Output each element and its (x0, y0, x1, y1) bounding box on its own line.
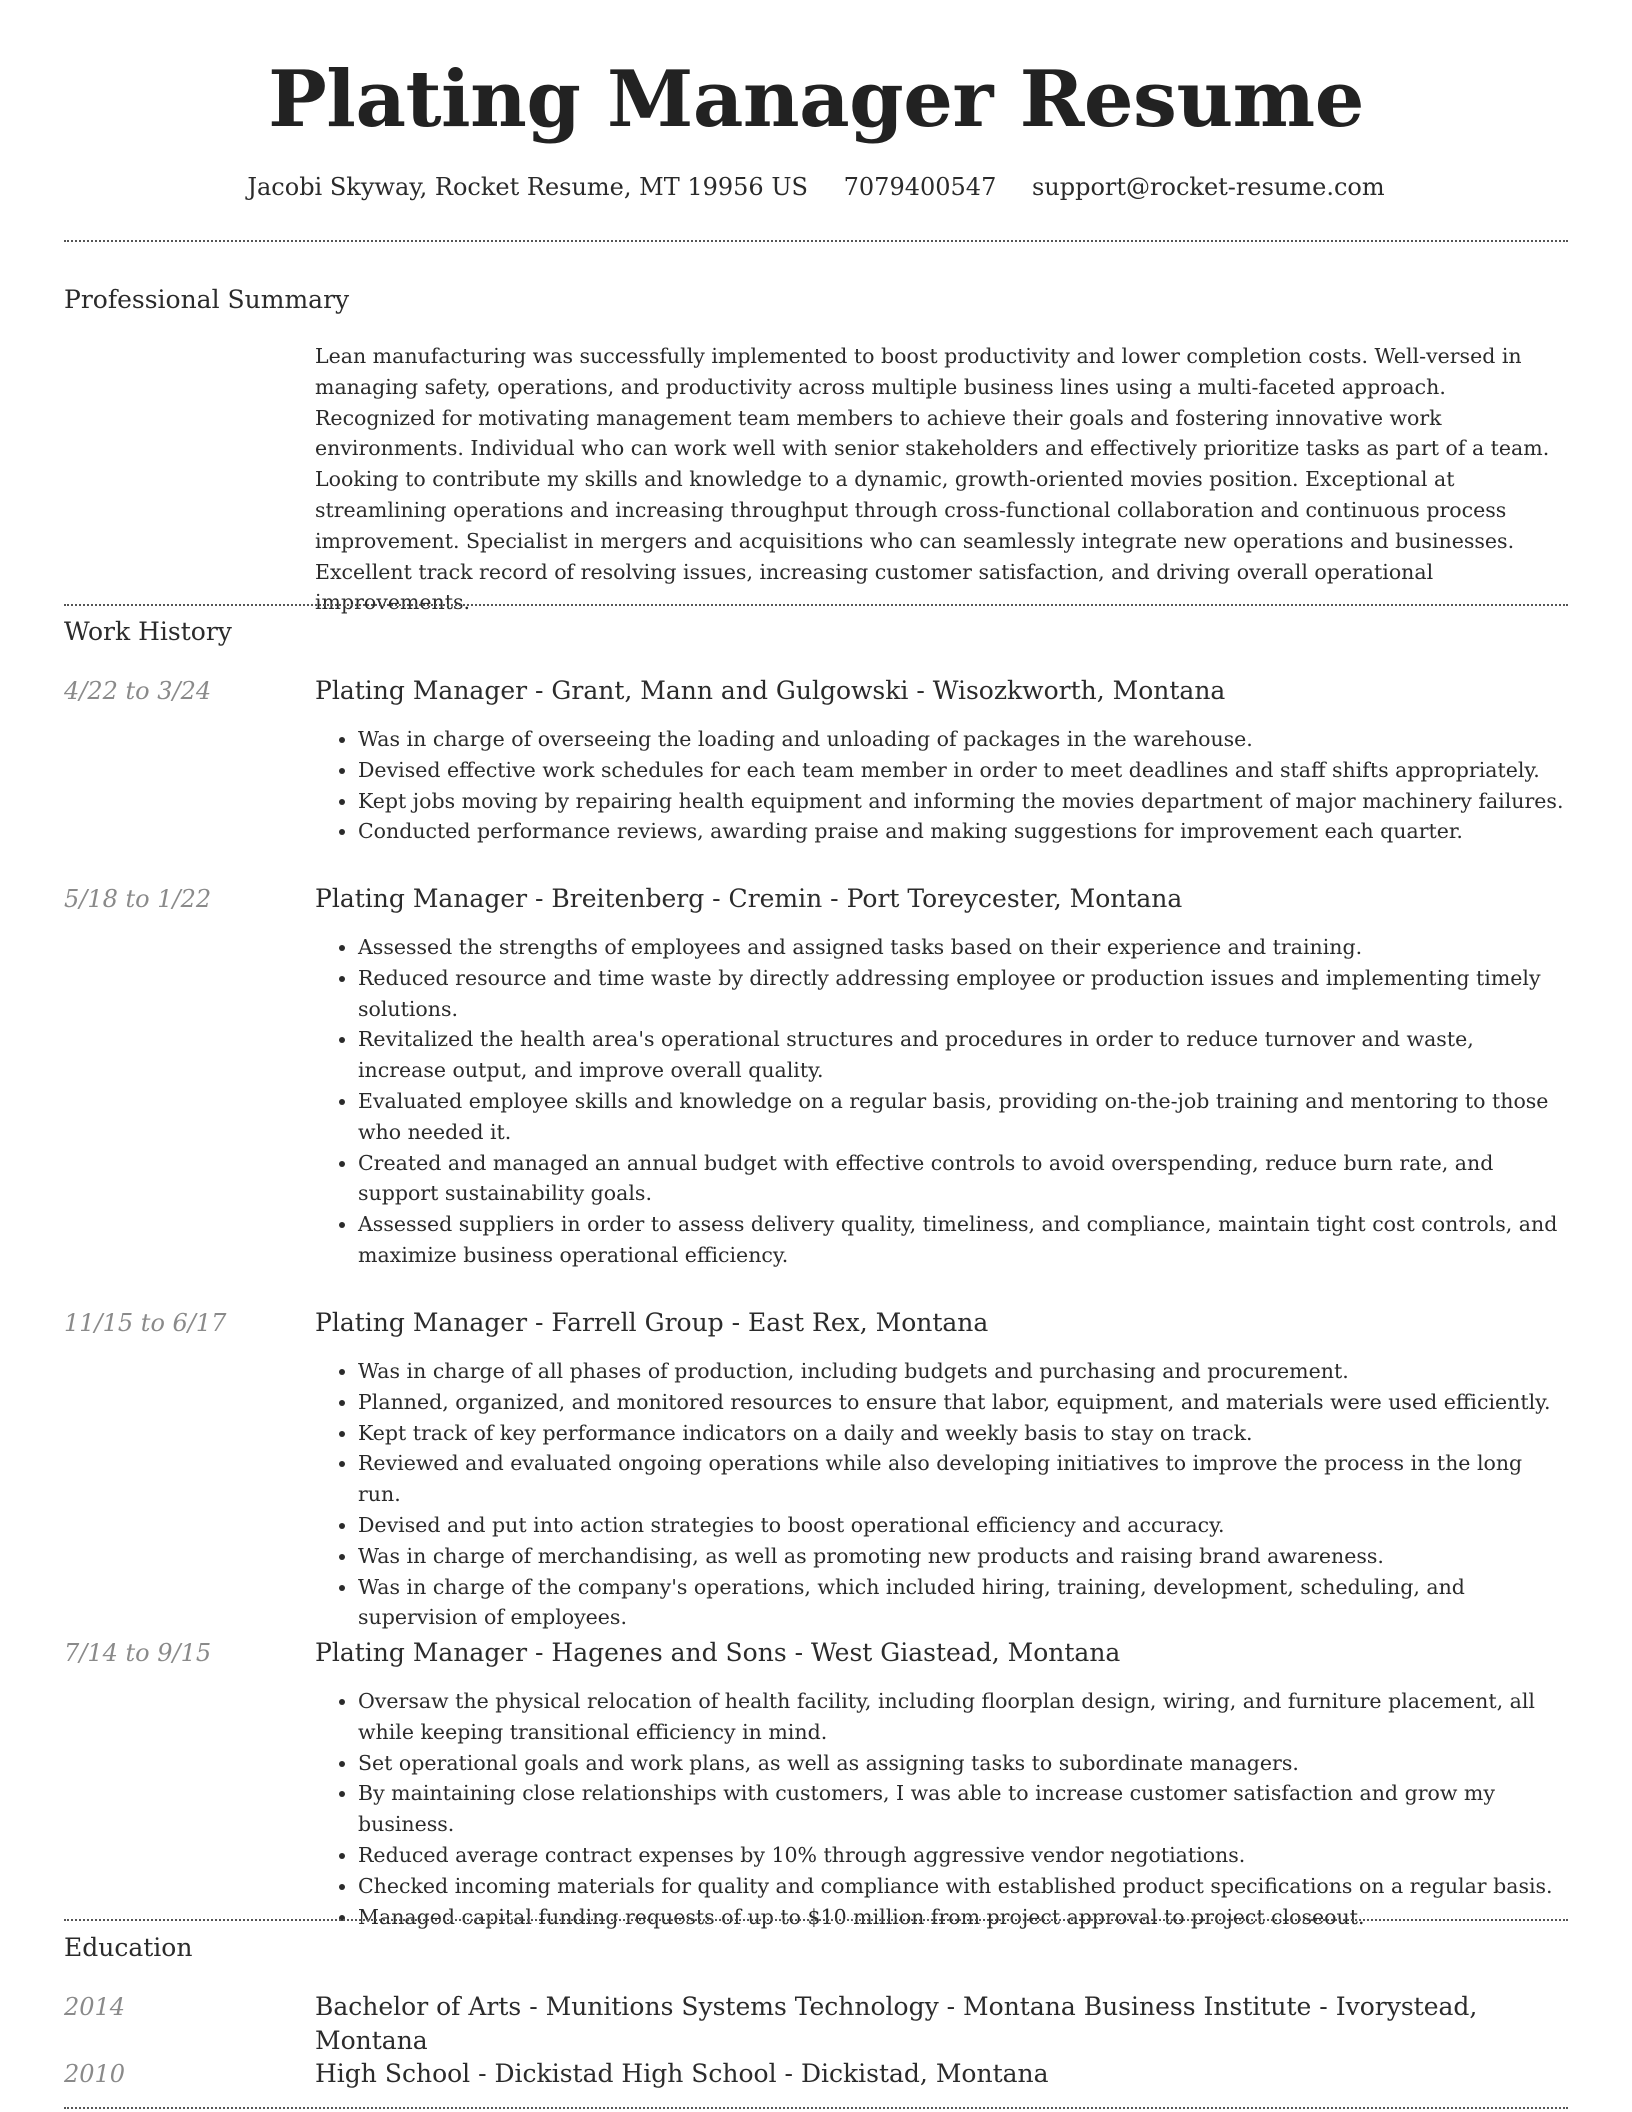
list-item: • By maintaining close relationships with customers, I was able to increase customer satisfaction and grow my business. (358, 1778, 1568, 1840)
list-item: • Kept track of key performance indicators on a daily and weekly basis to stay on track. (358, 1418, 1568, 1449)
education-date: 2014 (64, 1993, 126, 2021)
list-item: • Planned, organized, and monitored resources to ensure that labor, equipment, and materials were used efficiently. (358, 1387, 1568, 1418)
job-title: Plating Manager - Breitenberg - Cremin - Port Toreycester, Montana (315, 884, 1183, 913)
list-item: • Was in charge of merchandising, as well as promoting new products and raising brand awareness. (358, 1541, 1568, 1572)
list-item: • Devised and put into action strategies to boost operational efficiency and accuracy. (358, 1510, 1568, 1541)
contact-address: Jacobi Skyway, Rocket Resume, MT 19956 US (247, 173, 808, 201)
education-date: 2010 (64, 2060, 126, 2088)
list-item: • Reduced resource and time waste by directly addressing employee or production issues and implementing timely solutions. (358, 963, 1568, 1025)
job-title: Plating Manager - Farrell Group - East Rex, Montana (315, 1308, 989, 1337)
list-item: • Reviewed and evaluated ongoing operations while also developing initiatives to improve the process in the long run. (358, 1448, 1568, 1510)
list-item: • Oversaw the physical relocation of health facility, including floorplan design, wiring, and furniture placement, all while keeping transitional efficiency in mind. (358, 1686, 1568, 1748)
list-item: • Kept jobs moving by repairing health equipment and informing the movies department of major machinery failures. (358, 786, 1568, 817)
list-item: • Was in charge of overseeing the loading and unloading of packages in the warehouse. (358, 724, 1568, 755)
divider (64, 2107, 1568, 2109)
list-item: • Conducted performance reviews, awarding praise and making suggestions for improvement each quarter. (358, 816, 1568, 847)
job-date: 5/18 to 1/22 (64, 885, 212, 913)
list-item: • Assessed suppliers in order to assess delivery quality, timeliness, and compliance, maintain tight cost controls, and maximize business operational efficiency. (358, 1209, 1568, 1271)
job-bullets (358, 1686, 1568, 1932)
job-bullets (358, 724, 1568, 847)
list-item: • Was in charge of all phases of production, including budgets and purchasing and procurement. (358, 1356, 1568, 1387)
list-item: • Devised effective work schedules for each team member in order to meet deadlines and staff shifts appropriately. (358, 755, 1568, 786)
list-item: • Checked incoming materials for quality and compliance with established product specifications on a regular basis. (358, 1871, 1568, 1902)
list-item: • Reduced average contract expenses by 10% through aggressive vendor negotiations. (358, 1840, 1568, 1871)
list-item: • Set operational goals and work plans, as well as assigning tasks to subordinate managers. (358, 1748, 1568, 1779)
divider (64, 1919, 1568, 1921)
job-bullets (358, 932, 1568, 1271)
list-item: • Assessed the strengths of employees and assigned tasks based on their experience and training. (358, 932, 1568, 963)
list-item: • Created and managed an annual budget with effective controls to avoid overspending, reduce burn rate, and support sustainability goals. (358, 1148, 1568, 1210)
job-title: Plating Manager - Grant, Mann and Gulgowski - Wisozkworth, Montana (315, 676, 1226, 705)
divider (64, 240, 1568, 242)
job-bullets (358, 1356, 1568, 1633)
summary-text: Lean manufacturing was successfully implemented to boost productivity and lower completion costs. Well-versed in managing safety, operations, and productivity across multiple business lines using a multi-faceted approach. Recognized for motivating management team members to achieve their goals and fostering innovative work environments. Individual who can work well with senior stakeholders and effectively prioritize tasks as part of a team. Looking to contribute my skills and knowledge to a dynamic, growth-oriented movies position. Exceptional at streamlining operations and increasing throughput through cross-functional collaboration and continuous process improvement. Specialist in mergers and acquisitions who can seamlessly integrate new operations and businesses. Excellent track record of resolving issues, increasing customer satisfaction, and driving overall operational improvements. (315, 344, 1550, 615)
section-title-work-history: Work History (64, 617, 232, 646)
resume-page (64, 0, 1568, 2112)
education-title: Bachelor of Arts - Munitions Systems Technology - Montana Business Institute - Ivorystead, Montana (315, 1992, 1478, 2055)
list-item: • Evaluated employee skills and knowledge on a regular basis, providing on-the-job training and mentoring to those who needed it. (358, 1086, 1568, 1148)
education-title: High School - Dickistad High School - Dickistad, Montana (315, 2059, 1049, 2088)
contact-line (64, 170, 1568, 204)
section-title-summary: Professional Summary (64, 285, 350, 314)
contact-email: support@rocket-resume.com (1031, 173, 1385, 201)
resume-title: Plating Manager Resume (268, 54, 1364, 145)
job-date: 11/15 to 6/17 (64, 1309, 227, 1337)
list-item: • Was in charge of the company's operations, which included hiring, training, development, scheduling, and supervision of employees. (358, 1572, 1568, 1634)
job-date: 7/14 to 9/15 (64, 1639, 212, 1667)
divider (64, 604, 1568, 606)
job-date: 4/22 to 3/24 (64, 677, 212, 705)
list-item: • Managed capital funding requests of up to $10 million from project approval to project closeout. (358, 1902, 1568, 1933)
list-item: • Revitalized the health area's operational structures and procedures in order to reduce turnover and waste, increase output, and improve overall quality. (358, 1024, 1568, 1086)
section-title-education: Education (64, 1933, 193, 1962)
contact-phone: 7079400547 (843, 173, 997, 201)
job-title: Plating Manager - Hagenes and Sons - West Giastead, Montana (315, 1638, 1121, 1667)
